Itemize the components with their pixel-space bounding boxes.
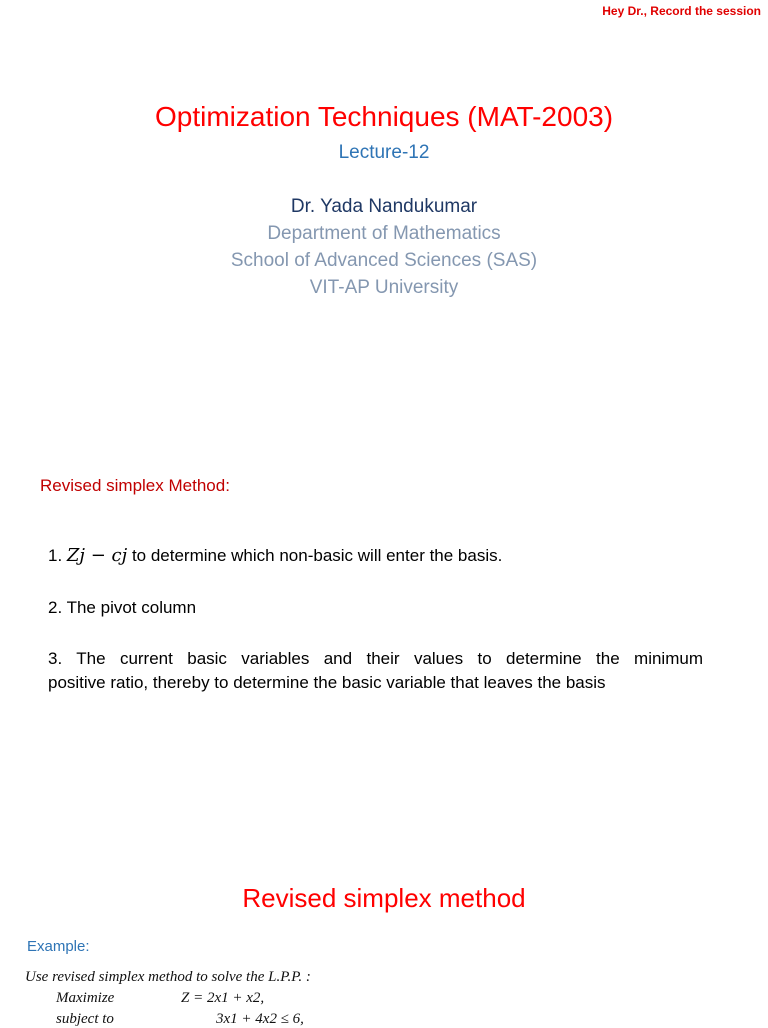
point-3-line-1: 3. The current basic variables and their values to determine the minimum: [48, 649, 703, 668]
example-label: Example:: [27, 938, 90, 955]
subject-to-label: subject to: [56, 1011, 114, 1027]
point-1-text: to determine which non-basic will enter the basis.: [131, 546, 503, 565]
lecture-number: Lecture-12: [338, 142, 430, 163]
point-3: [48, 647, 703, 695]
affiliation-university: VIT-AP University: [309, 277, 459, 298]
constraint-1: 3x1 + 4x2 ≤ 6,: [216, 1011, 304, 1027]
point-1-number: 1.: [48, 546, 63, 565]
example-slide-title: Revised simplex method: [242, 883, 526, 913]
section-heading: Revised simplex Method:: [40, 476, 230, 495]
point-2: 2. The pivot column: [48, 598, 197, 617]
author-name: Dr. Yada Nandukumar: [290, 196, 478, 217]
course-title: Optimization Techniques (MAT-2003): [154, 101, 614, 132]
maximize-label: Maximize: [56, 990, 115, 1006]
point-1: [48, 544, 703, 568]
point-3-line-2: positive ratio, thereby to determine the basic variable that leaves the basis: [48, 673, 606, 692]
affiliation-school: School of Advanced Sciences (SAS): [230, 250, 538, 271]
record-session-note: Hey Dr., Record the session: [602, 4, 761, 18]
objective-function: Z = 2x1 + x2,: [181, 990, 265, 1006]
problem-statement: Use revised simplex method to solve the L.P.P. :: [25, 969, 311, 985]
point-1-math: Zj − cj: [66, 545, 128, 566]
affiliation-department: Department of Mathematics: [267, 223, 501, 244]
